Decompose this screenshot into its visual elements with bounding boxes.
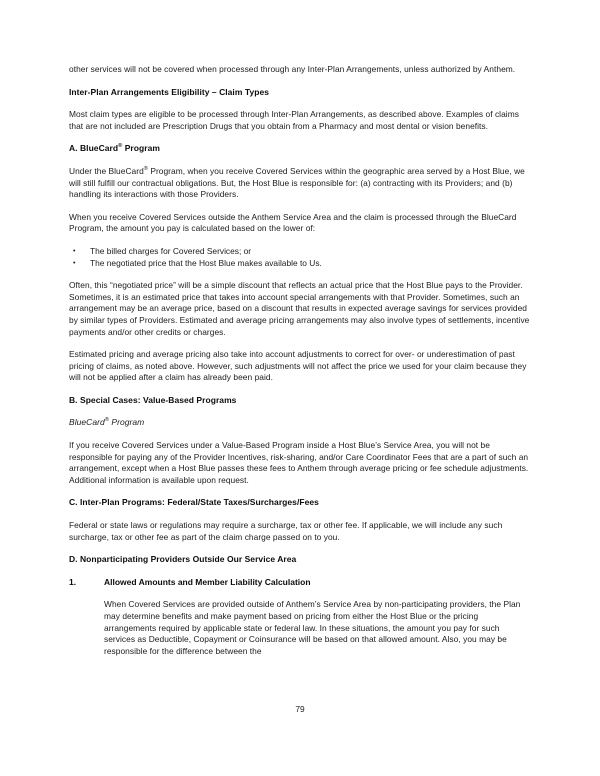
registered-mark-icon: ® bbox=[118, 143, 123, 150]
spacer bbox=[69, 98, 532, 109]
section-a-paragraph-3: Often, this “negotiated price” will be a simple discount that reflects an actual price that the Host Blue pays to the Provider. Sometimes, it is an estimated price that takes into account special arrangements with that Provider. Sometimes, such an arrangement may be an average price, based on a discount that results in expected average savings for services provided by similar types of Providers. Estimated and average pricing arrangements may also involve types of settlements, incentive payments and/or other credits or charges. bbox=[69, 280, 530, 337]
spacer bbox=[69, 384, 532, 395]
spacer bbox=[69, 429, 532, 440]
spacer bbox=[69, 566, 532, 577]
subheading-prefix: BlueCard bbox=[69, 417, 105, 428]
subheading-suffix: Program bbox=[108, 417, 145, 428]
section-a-paragraph-2: When you receive Covered Services outside the Anthem Service Area and the claim is processed through the BlueCard Program, the amount you pay is calculated based on the lower of: bbox=[69, 211, 517, 234]
section-a-paragraph-1 bbox=[69, 166, 532, 201]
heading-section-a-suffix: Program bbox=[122, 143, 160, 154]
subheading-bluecard-program bbox=[69, 417, 532, 429]
item-label: Allowed Amounts and Member Liability Calculation bbox=[104, 576, 311, 587]
list-item bbox=[69, 246, 532, 258]
list-item-label: The negotiated price that the Host Blue makes available to Us. bbox=[90, 257, 322, 268]
section-b-paragraph: If you receive Covered Services under a Value-Based Program inside a Host Blue’s Service Area, you will not be responsible for paying any of the Provider Incentives, risk-sharing, and/or Care Coordinator Fees that are a part of such an arrangement, except when a Host Blue passes these fees to Anthem through average pricing or fee schedule adjustments. Additional information is available upon request. bbox=[69, 440, 529, 485]
item-number: 1. bbox=[69, 576, 77, 587]
heading-section-c: C. Inter-Plan Programs: Federal/State Taxes/Surcharges/Fees bbox=[69, 497, 319, 508]
registered-mark-icon: ® bbox=[143, 166, 148, 173]
heading-eligibility: Inter-Plan Arrangements Eligibility – Claim Types bbox=[69, 86, 269, 97]
page-number: 79 bbox=[295, 704, 305, 714]
bullet-icon: • bbox=[73, 247, 76, 255]
heading-section-a-prefix: A. BlueCard bbox=[69, 143, 119, 154]
spacer bbox=[69, 338, 532, 349]
section-a-bullet-list bbox=[69, 246, 532, 269]
heading-section-d-item-1 bbox=[69, 577, 532, 589]
spacer bbox=[69, 201, 532, 212]
spacer bbox=[69, 543, 532, 554]
spacer bbox=[69, 269, 532, 280]
heading-section-a bbox=[69, 143, 532, 155]
spacer bbox=[69, 509, 532, 520]
eligibility-paragraph: Most claim types are eligible to be processed through Inter-Plan Arrangements, as described above. Examples of claims that are not included are Prescription Drugs that you obtain from a Pharmacy and most dental or vision benefits. bbox=[69, 109, 519, 131]
list-item-label: The billed charges for Covered Services; or bbox=[90, 245, 252, 256]
intro-paragraph: other services will not be covered when processed through any Inter-Plan Arrangements, unless authorized by Anthem. bbox=[69, 64, 516, 74]
spacer bbox=[69, 132, 532, 143]
spacer bbox=[69, 76, 532, 87]
section-a-paragraph-4: Estimated pricing and average pricing also take into account adjustments to correct for over- or underestimation of past pricing of claims, as noted above. However, such adjustments will not affect the price we used for your claim because they will not be applied after a claim has already been paid. bbox=[69, 349, 527, 383]
section-a-paragraph-1-part-1: Under the BlueCard bbox=[69, 165, 144, 176]
section-d-item-1-paragraph: When Covered Services are provided outside of Anthem’s Service Area by non-participating providers, the Plan may determine benefits and make payment based on pricing from either the Host Blue or the pricing arrangements required by applicable state or federal law. In these situations, the amount you pay for such services as Deductible, Copayment or Coinsurance will be based on that allowed amount. Also, you may be responsible for the difference between the bbox=[104, 599, 521, 656]
heading-section-b: B. Special Cases: Value-Based Programs bbox=[69, 394, 237, 405]
spacer bbox=[69, 235, 532, 246]
spacer bbox=[69, 406, 532, 417]
spacer bbox=[69, 588, 532, 599]
section-c-paragraph: Federal or state laws or regulations may require a surcharge, tax or other fee. If applicable, we will include any such surcharge, tax or other fee as part of the claim charge passed on to you. bbox=[69, 520, 503, 542]
spacer bbox=[69, 486, 532, 497]
page-content bbox=[69, 64, 532, 657]
spacer bbox=[69, 155, 532, 166]
list-item bbox=[69, 258, 532, 270]
section-a-paragraph-1-part-2: Program, when you receive Covered Services within the geographic area served by a Host Blue, we will still fulfill our contractual obligations. But, the Host Blue is responsible for: (a) contracting with its Providers; and (b) handling its interactions with those Providers. bbox=[69, 165, 525, 200]
registered-mark-icon: ® bbox=[104, 417, 109, 424]
heading-section-d: D. Nonparticipating Providers Outside Our Service Area bbox=[69, 554, 297, 565]
bullet-icon: • bbox=[73, 259, 76, 267]
